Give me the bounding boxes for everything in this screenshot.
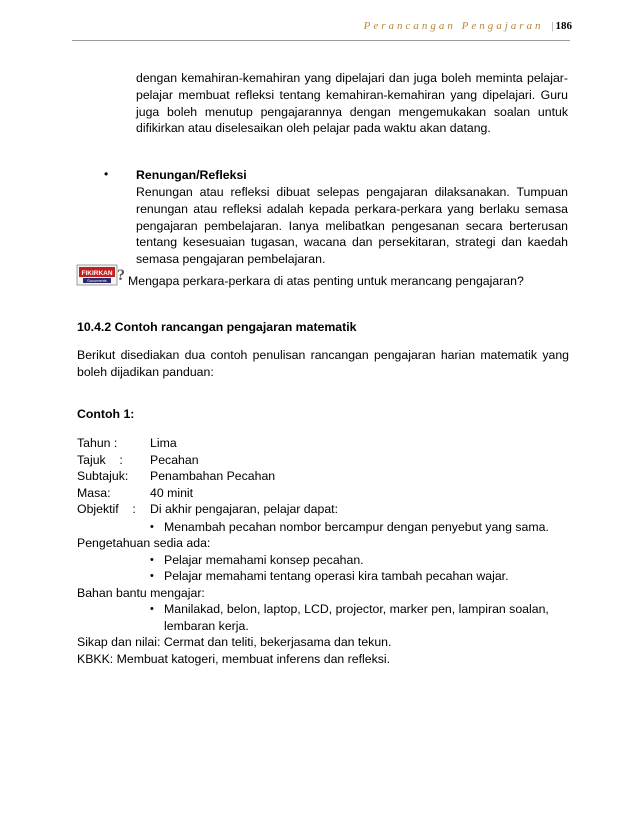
pengetahuan-item-text: Pelajar memahami konsep pecahan. [164, 553, 364, 567]
page-number: 186 [555, 20, 572, 32]
svg-text:FIKIRKAN: FIKIRKAN [81, 270, 113, 277]
refleksi-text: Renungan atau refleksi dibuat selepas pengajaran dilaksanakan. Tumpuan renungan atau refleksi adalah kepada perkara-perkara yang berlaku semasa pengajaran pembelajaran. Ianya melibatkan pengesanan secara berterusan tentang kesesuaian tugasan, wacana dan persekitaran, strategi dan kaedah semasa pengajaran pembelajaran. [136, 185, 568, 267]
objektif-value: Di akhir pengajaran, pelajar dapat: [150, 502, 338, 516]
bullet: • [150, 521, 154, 533]
svg-text:?: ? [117, 267, 125, 284]
bullet: • [150, 570, 154, 582]
masa-label: Masa: [77, 486, 111, 500]
fikirkan-question: Mengapa perkara-perkara di atas penting untuk merancang pengajaran? [128, 274, 524, 288]
fikirkan-logo-icon [77, 263, 123, 287]
section-heading: 10.4.2 Contoh rancangan pengajaran matematik [77, 320, 357, 334]
tahun-value: Lima [150, 436, 177, 450]
subtajuk-value: Penambahan Pecahan [150, 469, 276, 483]
pengetahuan-label: Pengetahuan sedia ada: [77, 536, 211, 550]
tajuk-label: Tajuk : [77, 453, 123, 467]
bullet: • [150, 554, 154, 566]
subtajuk-label: Subtajuk: [77, 469, 129, 483]
objektif-item-text: Menambah pecahan nombor bercampur dengan penyebut yang sama. [164, 520, 549, 534]
refleksi-heading: Renungan/Refleksi [136, 168, 247, 182]
bullet: • [104, 167, 109, 181]
svg-text:Documents: Documents [87, 279, 107, 283]
header-rule [72, 40, 570, 41]
bahan-item-continued: lembaran kerja. [164, 619, 249, 633]
bullet: • [150, 603, 154, 615]
intro-paragraph: dengan kemahiran-kemahiran yang dipelajari dan juga boleh meminta pelajar-pelajar membuat refleksi tentang kemahiran-kemahiran yang dipelajari. Guru juga boleh menutup pengajarannya dengan mengemukakan soalan untuk difikirkan atau diselesaikan oleh pelajar pada waktu akan datang. [136, 71, 568, 136]
page-header [364, 20, 572, 32]
section-paragraph: Berikut disediakan dua contoh penulisan rancangan pengajaran harian matematik yang boleh dijadikan panduan: [77, 348, 569, 379]
bahan-item-text: Manilakad, belon, laptop, LCD, projector, marker pen, lampiran soalan, [164, 602, 549, 616]
kbkk-line: KBKK: Membuat katogeri, membuat inferens dan refleksi. [77, 652, 391, 666]
tajuk-value: Pecahan [150, 453, 199, 467]
tahun-label: Tahun : [77, 436, 118, 450]
header-separator: | [551, 20, 554, 32]
sikap-line: Sikap dan nilai: Cermat dan teliti, bekerjasama dan tekun. [77, 635, 392, 649]
contoh-heading: Contoh 1: [77, 407, 135, 421]
masa-value: 40 minit [150, 486, 194, 500]
header-title: Perancangan Pengajaran [363, 20, 544, 32]
pengetahuan-item-text: Pelajar memahami tentang operasi kira tambah pecahan wajar. [164, 569, 509, 583]
bahan-label: Bahan bantu mengajar: [77, 586, 205, 600]
objektif-label: Objektif : [77, 502, 136, 516]
